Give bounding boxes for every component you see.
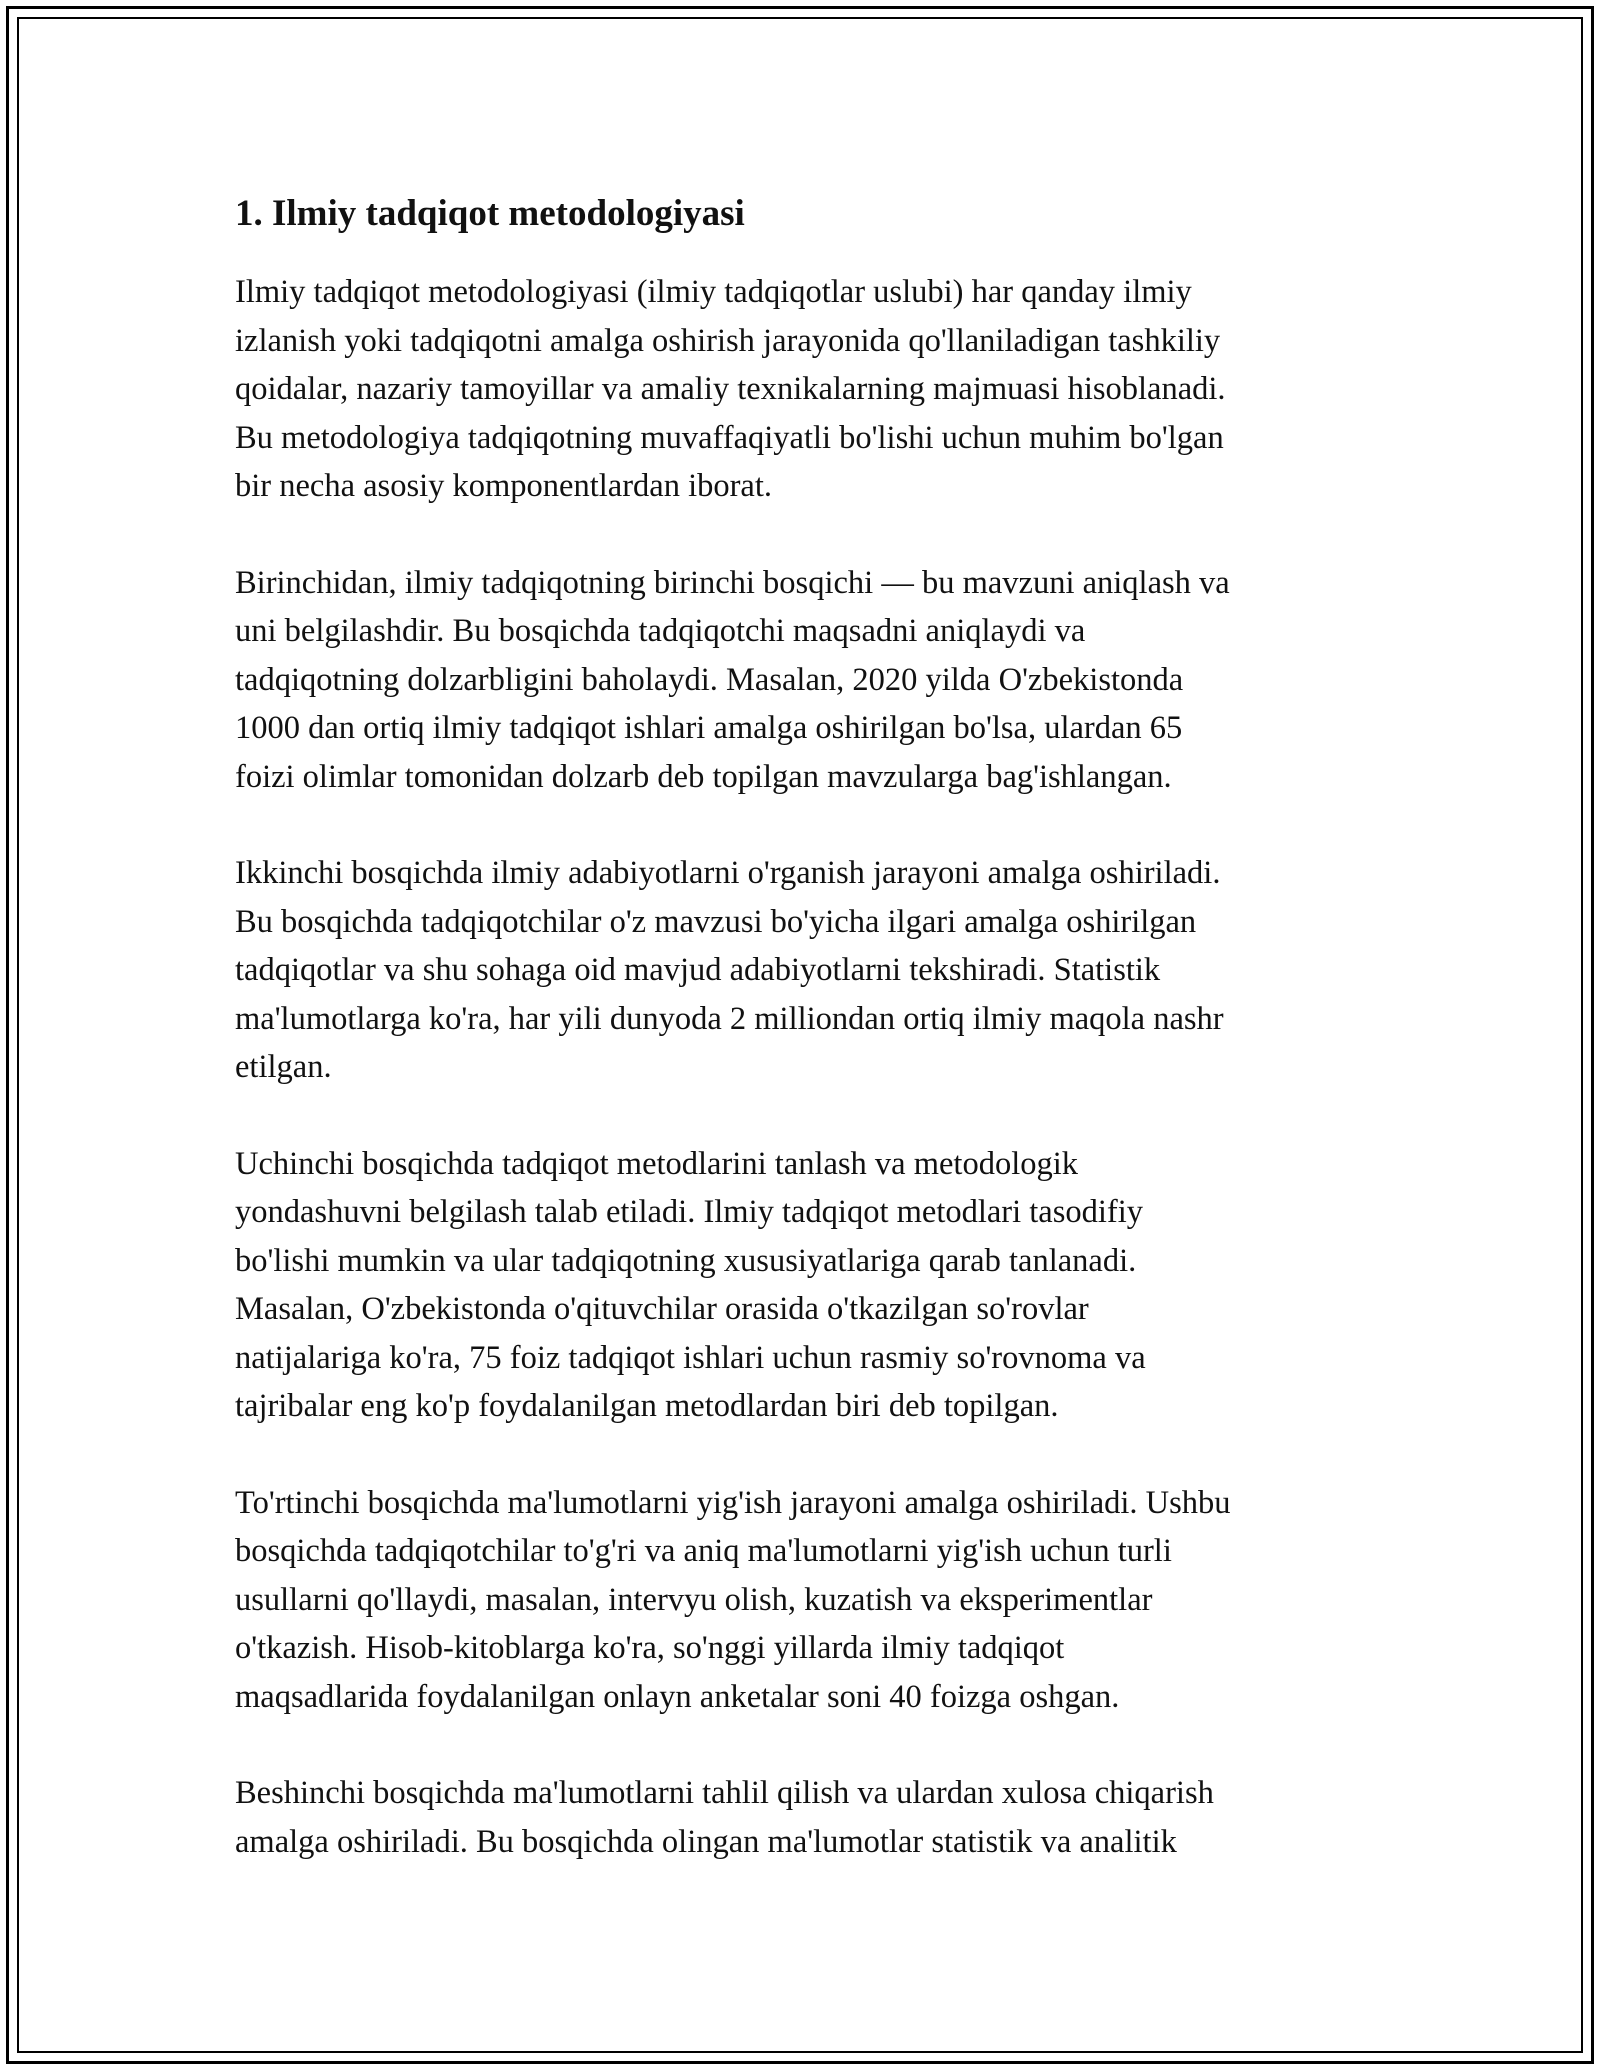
- section-heading: 1. Ilmiy tadqiqot metodologiyasi: [235, 193, 745, 234]
- text-line: maqsadlarida foydalanilgan onlayn anketalar soni 40 foizga oshgan.: [235, 1678, 1120, 1715]
- text-line: natijalariga ko'ra, 75 foiz tadqiqot ishlari uchun rasmiy so'rovnoma va: [235, 1339, 1146, 1376]
- text-line: tajribalar eng ko'p foydalanilgan metodlardan biri deb topilgan.: [235, 1388, 1059, 1424]
- text-line: etilgan.: [235, 1049, 332, 1085]
- paragraph-stage-2: [235, 849, 1385, 1092]
- text-line: o'tkazish. Hisob-kitoblarga ko'ra, so'nggi yillarda ilmiy tadqiqot: [235, 1630, 1065, 1666]
- text-line: Ikkinchi bosqichda ilmiy adabiyotlarni o'rganish jarayoni amalga oshiriladi.: [235, 855, 1221, 891]
- text-line: 1000 dan ortiq ilmiy tadqiqot ishlari amalga oshirilgan bo'lsa, ulardan 65: [235, 710, 1183, 746]
- text-line: bir necha asosiy komponentlardan iborat.: [235, 468, 772, 504]
- paragraph-stage-5: [235, 1769, 1385, 1866]
- text-line: Beshinchi bosqichda ma'lumotlarni tahlil qilish va ulardan xulosa chiqarish: [235, 1775, 1214, 1811]
- text-line: Uchinchi bosqichda tadqiqot metodlarini tanlash va metodologik: [235, 1145, 1079, 1182]
- text-line: Bu bosqichda tadqiqotchilar o'z mavzusi bo'yicha ilgari amalga oshirilgan: [235, 903, 1197, 940]
- text-line: bo'lishi mumkin va ular tadqiqotning xususiyatlariga qarab tanlanadi.: [235, 1242, 1137, 1279]
- text-line: ma'lumotlarga ko'ra, har yili dunyoda 2 milliondan ortiq ilmiy maqola nashr: [235, 1000, 1224, 1037]
- text-line: To'rtinchi bosqichda ma'lumotlarni yig'ish jarayoni amalga oshiriladi. Ushbu: [235, 1484, 1231, 1521]
- text-line: Birinchidan, ilmiy tadqiqotning birinchi bosqichi — bu mavzuni aniqlash va: [235, 564, 1230, 601]
- text-line: amalga oshiriladi. Bu bosqichda olingan ma'lumotlar statistik va analitik: [235, 1823, 1177, 1860]
- paragraph-stage-4: [235, 1479, 1385, 1722]
- paragraph-intro: [235, 268, 1385, 511]
- text-line: Ilmiy tadqiqot metodologiyasi (ilmiy tadqiqotlar uslubi) har qanday ilmiy: [235, 274, 1192, 310]
- paragraph-stage-3: [235, 1140, 1385, 1431]
- text-line: tadqiqotning dolzarbligini baholaydi. Masalan, 2020 yilda O'zbekistonda: [235, 661, 1184, 698]
- text-line: tadqiqotlar va shu sohaga oid mavjud adabiyotlarni tekshiradi. Statistik: [235, 952, 1161, 988]
- document-body: [235, 190, 1385, 1914]
- text-line: Bu metodologiya tadqiqotning muvaffaqiyatli bo'lishi uchun muhim bo'lgan: [235, 419, 1224, 456]
- text-line: foizi olimlar tomonidan dolzarb deb topilgan mavzularga bag'ishlangan.: [235, 758, 1172, 795]
- text-line: uni belgilashdir. Bu bosqichda tadqiqotchi maqsadni aniqlaydi va: [235, 613, 1086, 649]
- text-line: qoidalar, nazariy tamoyillar va amaliy texnikalarning majmuasi hisoblanadi.: [235, 371, 1226, 407]
- text-line: Masalan, O'zbekistonda o'qituvchilar orasida o'tkazilgan so'rovlar: [235, 1291, 1089, 1327]
- text-line: yondashuvni belgilash talab etiladi. Ilmiy tadqiqot metodlari tasodifiy: [235, 1194, 1144, 1230]
- text-line: usullarni qo'llaydi, masalan, intervyu olish, kuzatish va eksperimentlar: [235, 1581, 1153, 1618]
- text-line: izlanish yoki tadqiqotni amalga oshirish jarayonida qo'llaniladigan tashkiliy: [235, 322, 1221, 359]
- text-line: bosqichda tadqiqotchilar to'g'ri va aniq ma'lumotlarni yig'ish uchun turli: [235, 1533, 1172, 1569]
- paragraph-stage-1: [235, 559, 1385, 802]
